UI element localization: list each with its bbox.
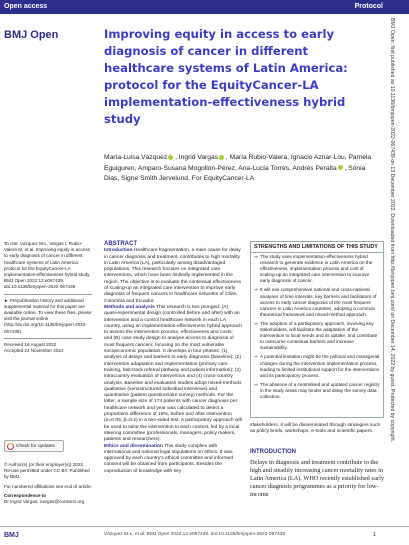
abstract-introduction xyxy=(104,248,242,305)
divider xyxy=(4,294,92,295)
arrow-bullet-icon: ⇒ xyxy=(254,381,258,387)
box-item xyxy=(251,381,383,402)
affiliations-note: For numbered affiliations see end of article. xyxy=(4,483,93,489)
journal-name: BMJ Open xyxy=(4,29,59,41)
box-heading: STRENGTHS AND LIMITATIONS OF THIS STUDY xyxy=(251,242,383,253)
orcid-icon[interactable] xyxy=(219,155,224,160)
sidebar-meta xyxy=(4,241,92,354)
author-list xyxy=(104,153,374,185)
arrow-bullet-icon: ⇒ xyxy=(254,287,258,293)
author[interactable]: Andrés Peralta xyxy=(292,164,337,172)
footer-citation: Vázquez M-L, et al. BMJ Open 2022;12:e067439. doi:10.1136/bmjopen-2022-067439 xyxy=(104,532,285,537)
abstract-methods xyxy=(104,305,242,444)
prepub-note[interactable]: ► Prepublication history and additional supplemental material for this paper are available online. To view these files, please visit the journal online (http://dx.doi.org/10.1136/bmjopen-2022-067439). xyxy=(4,297,92,334)
abstract-ethics xyxy=(104,444,242,475)
copyright-text: © Author(s) (or their employer(s)) 2022. Re-use permitted under CC BY. Published by BMJ. xyxy=(4,462,90,480)
abstract xyxy=(104,241,242,475)
check-updates-label: Check for updates xyxy=(16,443,55,449)
abstract-text: This research is two pronged: (A) quasi-experimental design (controlled before and after) with an intervention and a control healthcare network in each LA country, using an implementation-effectiveness hybrid approach to assess the intervention process, effectiveness and costs; and (B) case study design to analyse access to diagnosis of most frequent cancers, focusing on the most vulnerable socioeconomic population. It develops in four phases: (1) analysis of delays and barriers to early diagnosis (baseline); (2) intervention adaptation and implementation (primary care training, fast-track referral pathway and patient information); (3) intracountry evaluation of intervention and (4) cross-country analysis. Baseline and evaluation studies adopt mixed-methods qualitative (semistructured individual interviews) and quantitative (patient questionnaire survey) methods. For the latter, a sample size of 174 patients with cancer diagnosis per healthcare network and year was calculated to detect a proportions difference of 15%, before and after intervention (α=0.05; β=0.2) in a two-sided test. A participatory approach will be used to tailor the intervention to each context, led by a local steering committee (professionals, managers, policy makers, patients and researchers). xyxy=(104,304,242,443)
abstract-subheading: Introduction xyxy=(104,248,133,254)
arrow-bullet-icon: ⇒ xyxy=(254,320,258,326)
abstract-continuation: stakeholders, it will be disseminated through strategies such as policy briefs, workshops, e-tools and scientific papers. xyxy=(250,423,381,435)
abstract-text: Healthcare fragmentation, a main cause for delay in cancer diagnosis and treatment, contributes to high mortality in Latin America (LA), particularly among disadvantaged populations. This research focuses on integrated care interventions, which have been limitedly implemented in the region. The objective is to evaluate the contextual effectiveness of scaling-up an integrated care intervention to improve early diagnosis of frequent cancers in healthcare networks of Chile, Colombia and Ecuador. xyxy=(104,248,242,304)
accepted-date: Accepted 24 November 2022 xyxy=(4,348,64,354)
correspondence-heading: Correspondence to xyxy=(4,492,47,498)
abstract-subheading: Methods and analysis xyxy=(104,304,155,310)
box-item-text: The adoption of a participatory approach, involving key stakeholders, will facilitate the adaptation of the intervention to local needs and its uptake, and contribute to overcome contextual barriers and increase sustainability. xyxy=(260,320,378,351)
check-updates-button[interactable] xyxy=(4,440,64,452)
abstract-heading: ABSTRACT xyxy=(104,241,137,247)
box-item xyxy=(251,353,383,380)
box-item xyxy=(251,286,383,319)
author[interactable]: Ana-Lucía Torres, xyxy=(238,164,291,172)
abstract-subheading: Ethics and dissemination xyxy=(104,443,163,449)
author[interactable]: Signe Smith Jervelund, xyxy=(121,175,190,182)
divider xyxy=(4,338,92,339)
author-group: For EquityCancer-LA xyxy=(191,175,255,182)
download-notice-strip xyxy=(384,14,398,529)
arrow-bullet-icon: ⇒ xyxy=(254,354,258,360)
author[interactable]: Ignacio Aznar-Lou, xyxy=(290,154,347,161)
abstract-text: This study complies with international and national legal stipulations on ethics. It was approved by each country's ethical committee and informed consent will be obtained from participants. Besides the coproduction of knowledge with key xyxy=(104,443,233,474)
box-item-text: The absence of a centralised and updated cancer registry in the study areas may hinder and delay the survey data collection. xyxy=(260,381,380,399)
bmj-logo: BMJ xyxy=(4,532,19,539)
cite-text: To cite: Vázquez M-L, Vargas I, Rubio-Valera M, et al. Improving equity in access to early diagnosis of cancer in different healthcare systems of Latin America: protocol for the EquityCancer-LA implementation-effectiveness hybrid study. BMJ Open 2022;12:e067439. doi:10.1136/bmjopen-2022-067439 xyxy=(4,241,91,290)
author[interactable]: Amparo-Susana Mogollón-Pérez, xyxy=(137,164,237,172)
top-banner xyxy=(0,0,409,14)
box-item-text: A potential limitation might be the political and managerial changes during the intervention implementation process, leading to limited institutional support for the interventions and its participatory process. xyxy=(260,354,380,378)
author[interactable]: , Ingrid Vargas xyxy=(175,154,219,161)
box-item xyxy=(251,253,383,286)
download-notice[interactable]: BMJ Open: first published as 10.1136/bmjopen-2022-067439 on 13 December 2022. Downloaded from http://bmjopen.bmj.com/ on December 14, 2022 by guest. Protected by copyright. xyxy=(389,18,395,443)
received-date: Received 16 August 2022 xyxy=(4,341,57,347)
author[interactable]: María-Luisa Vázquez xyxy=(104,154,168,161)
open-access-label: Open access xyxy=(4,3,48,10)
author[interactable]: , Sónia Dias, xyxy=(104,164,366,182)
page-footer xyxy=(0,526,409,545)
article-title: Improving equity in access to early diagnosis of cancer in different healthcare systems of Latin America: protocol for the EquityCancer-LA implementation-effectiveness hybrid study xyxy=(104,27,348,126)
sidebar-rights xyxy=(4,462,92,505)
box-item xyxy=(251,320,383,353)
introduction-text: Delays in diagnosis and treatment contribute to the high and steadily increasing cancer mortality rates in Latin America (LA). WHO recently established early cancer diagnosis programmes as a priority for low-income xyxy=(250,459,384,498)
correspondence-text[interactable]: Dr Ingrid Vargas; ivargas@consorci.org xyxy=(4,499,85,505)
orcid-icon[interactable] xyxy=(168,155,173,160)
orcid-icon[interactable] xyxy=(338,165,343,170)
author[interactable]: , María Rubio-Valera, xyxy=(225,154,289,161)
box-item-text: The study uses implementation-effectiveness hybrid research to generate evidence in Latin America on the effectiveness, implementation process and cost of scaling-up an integrated care intervention to improve early diagnosis of cancer. xyxy=(260,254,373,284)
strengths-limitations-box xyxy=(250,241,384,418)
check-updates-icon xyxy=(7,443,14,450)
author[interactable]: Pamela Eguiguren, xyxy=(104,154,372,172)
box-item-text: It will use comprehensive national and cross-national analyses of time intervals, key barriers and facilitators of access to early cancer diagnosis of the most frequent cancers in Latin America countries, adopting a common theoretical framework and mixed-method approach. xyxy=(260,287,377,317)
arrow-bullet-icon: ⇒ xyxy=(254,254,258,259)
page-number: 1 xyxy=(373,532,377,538)
introduction-heading: INTRODUCTION xyxy=(250,449,296,455)
article-type-label: Protocol xyxy=(354,3,383,10)
